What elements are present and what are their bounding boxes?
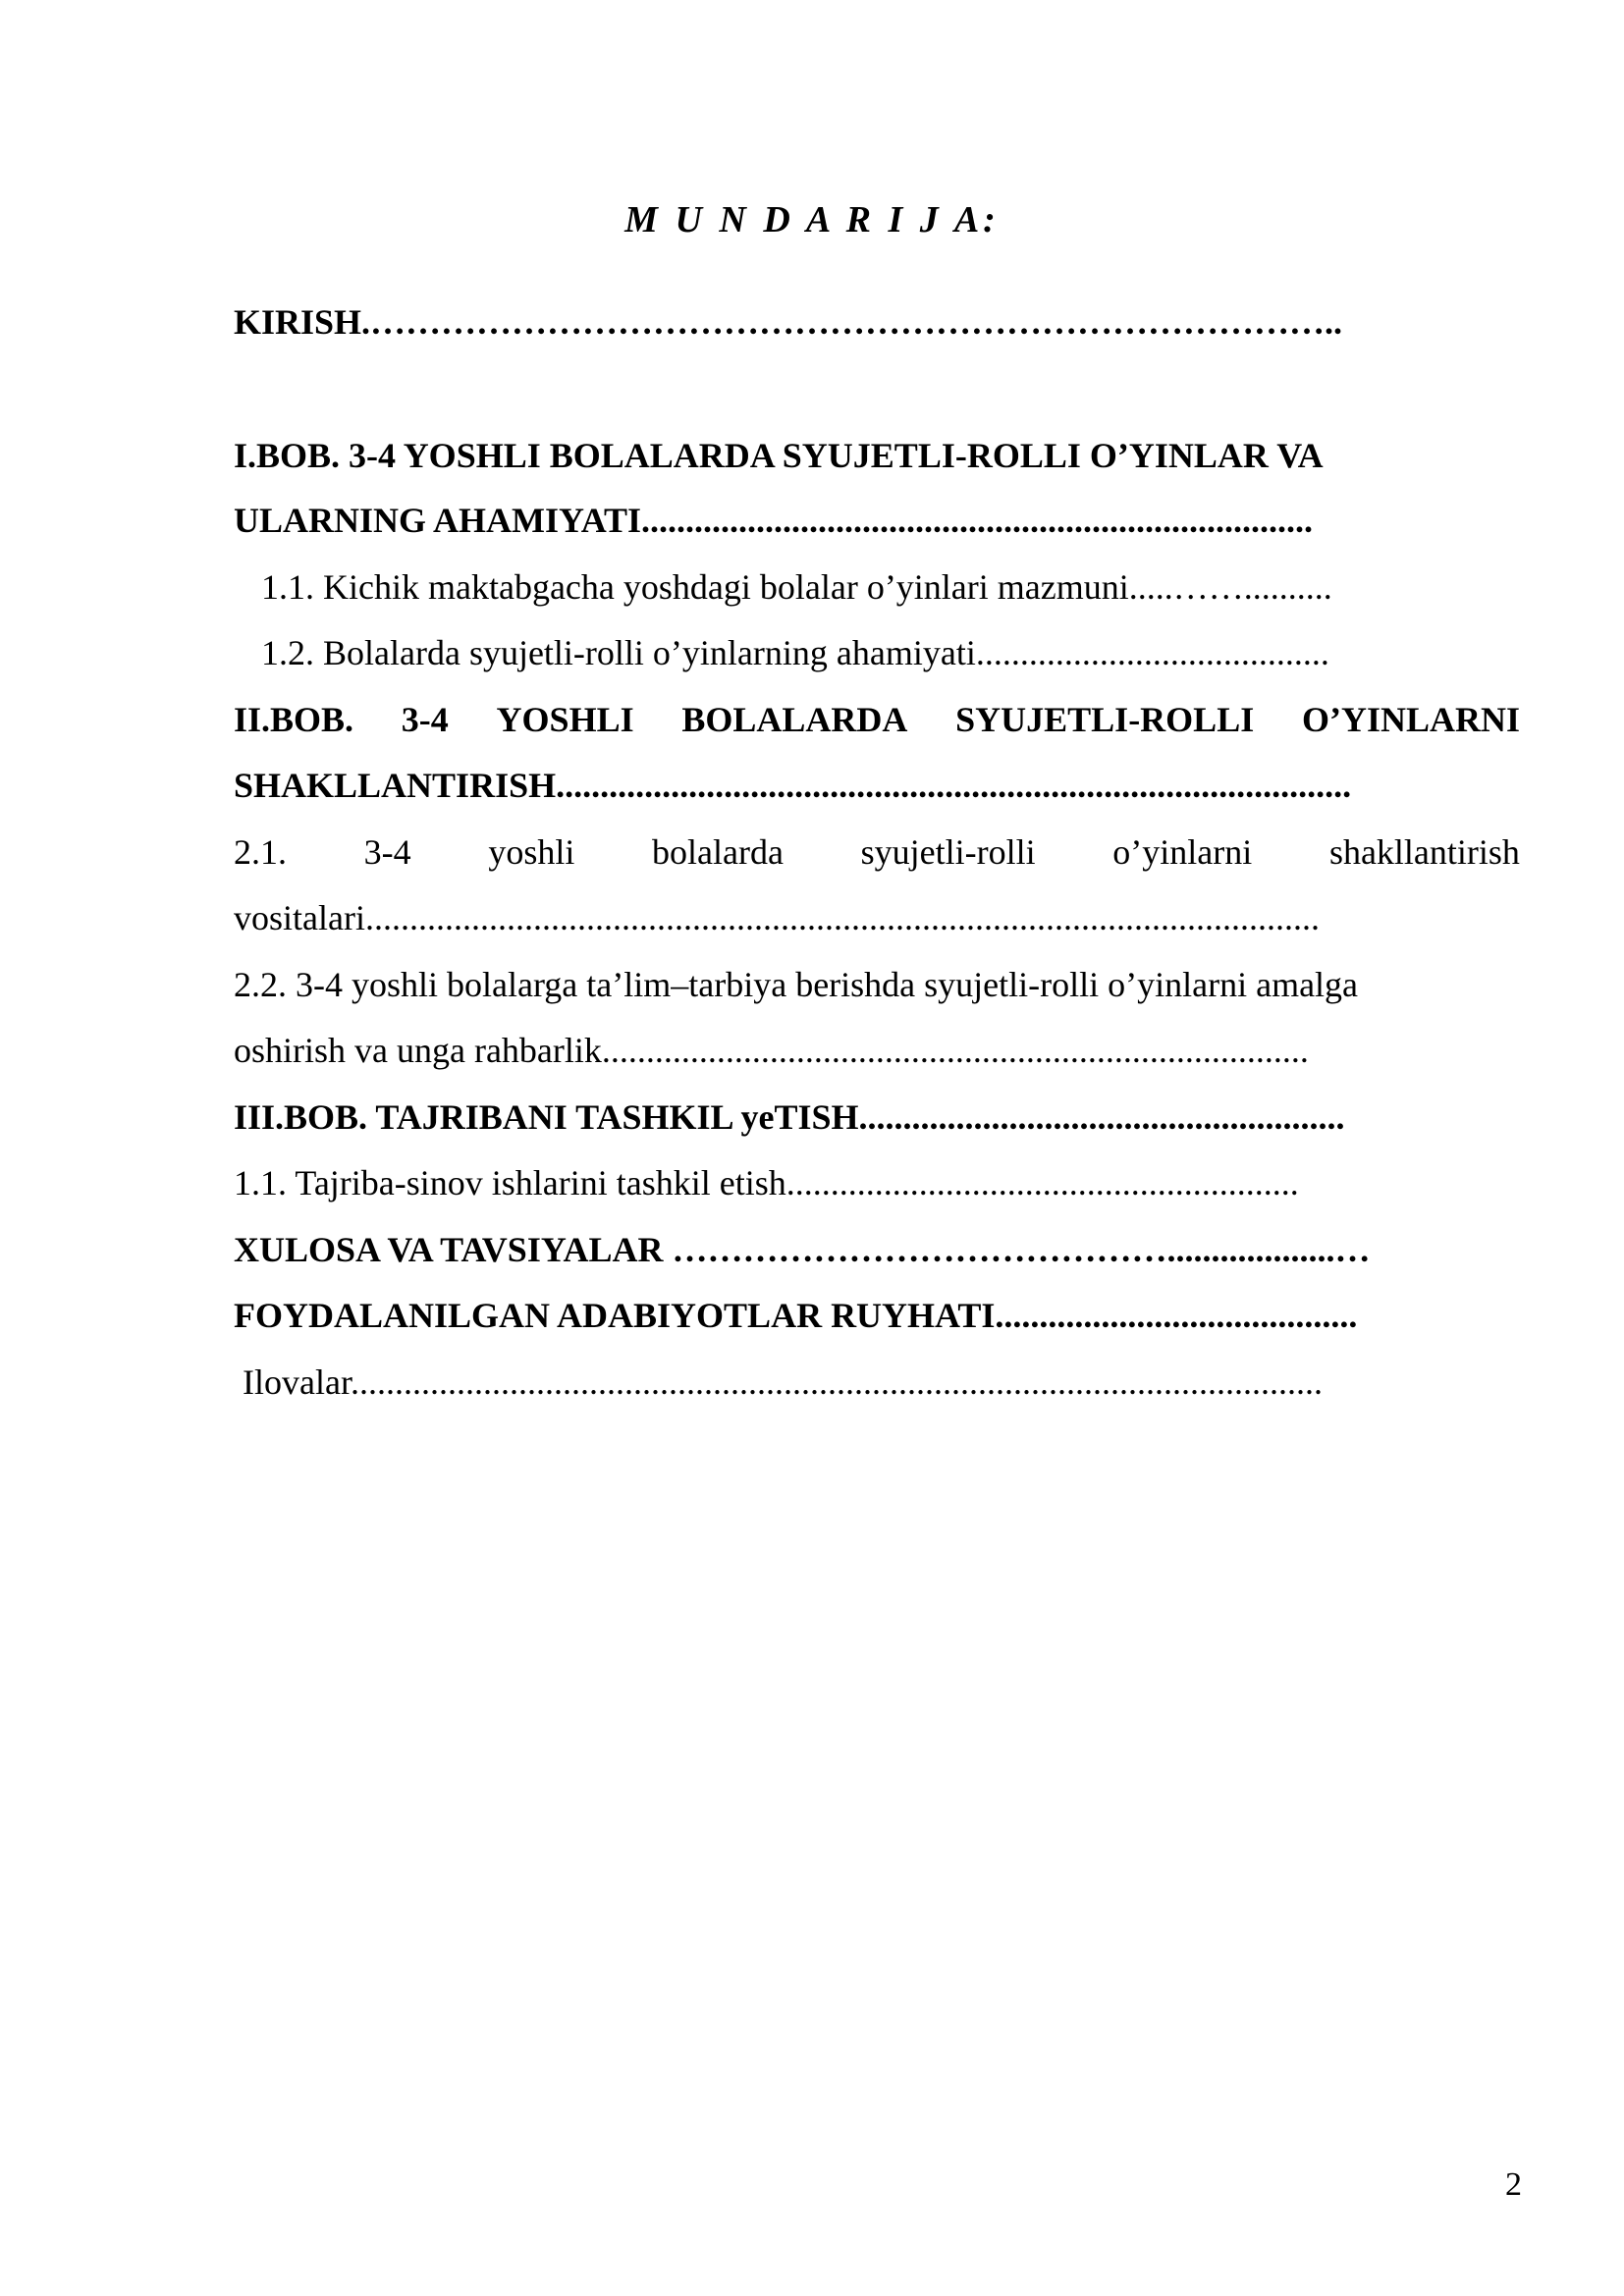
toc-entry-bibliography: FOYDALANILGAN ADABIYOTLAR RUYHATI......................................... bbox=[234, 1296, 1358, 1335]
toc-entry-section-2-1-line2: vositalari............................................................................................................ bbox=[234, 898, 1320, 937]
toc-word: bolalarda bbox=[652, 832, 784, 872]
toc-word: BOLALARDA bbox=[681, 700, 908, 739]
toc-word: o’yinlarni bbox=[1112, 832, 1253, 872]
toc-word: syujetli-rolli bbox=[860, 832, 1036, 872]
toc-word: YOSHLI bbox=[496, 700, 634, 739]
toc-entry-section-1-1: 1.1. Kichik maktabgacha yoshdagi bolalar o’yinlari mazmuni.....…….......... bbox=[261, 567, 1332, 607]
page-number: 2 bbox=[1505, 2166, 1522, 2203]
toc-word: SYUJETLI-ROLLI bbox=[955, 700, 1255, 739]
toc-word: yoshli bbox=[488, 832, 575, 872]
toc-entry-section-2-1-line1 bbox=[234, 830, 1520, 874]
toc-entry-section-3-1: 1.1. Tajriba-sinov ishlarini tashkil etish.......................................................... bbox=[234, 1163, 1299, 1202]
toc-word: 3-4 bbox=[363, 832, 411, 872]
toc-word: 2.1. bbox=[234, 832, 287, 872]
toc-entry-kirish: KIRISH.……………………………………………………………………….. bbox=[234, 302, 1343, 342]
toc-entry-conclusion: XULOSA VA TAVSIYALAR ……………………………………...................… bbox=[234, 1230, 1371, 1269]
toc-word: shakllantirish bbox=[1328, 832, 1520, 872]
toc-entry-chapter1-line1: I.BOB. 3-4 YOSHLI BOLALARDA SYUJETLI-ROLLI O’YINLAR VA bbox=[234, 436, 1324, 475]
toc-word: 3-4 bbox=[401, 700, 449, 739]
toc-entry-section-2-2-line2: oshirish va unga rahbarlik................................................................................ bbox=[234, 1031, 1309, 1070]
toc-entry-chapter1-line2: ULARNING AHAMIYATI............................................................................ bbox=[234, 501, 1314, 540]
toc-word: O’YINLARNI bbox=[1301, 700, 1520, 739]
toc-word: II.BOB. bbox=[234, 700, 354, 739]
toc-title: M U N D A R I J A: bbox=[624, 199, 1000, 240]
toc-entry-section-1-2: 1.2. Bolalarda syujetli-rolli o’yinlarning ahamiyati........................................ bbox=[261, 633, 1329, 672]
toc-entry-chapter2-line1 bbox=[234, 698, 1520, 741]
toc-entry-chapter2-line2: SHAKLLANTIRISH.......................................................................................... bbox=[234, 766, 1352, 805]
toc-entry-section-2-2-line1: 2.2. 3-4 yoshli bolalarga ta’lim–tarbiya berishda syujetli-rolli o’yinlarni amalga bbox=[234, 965, 1359, 1004]
toc-entry-appendix: Ilovalar.............................................................................................................. bbox=[243, 1362, 1323, 1402]
toc-entry-chapter3: III.BOB. TAJRIBANI TASHKIL yeTISH....................................................... bbox=[234, 1097, 1345, 1137]
